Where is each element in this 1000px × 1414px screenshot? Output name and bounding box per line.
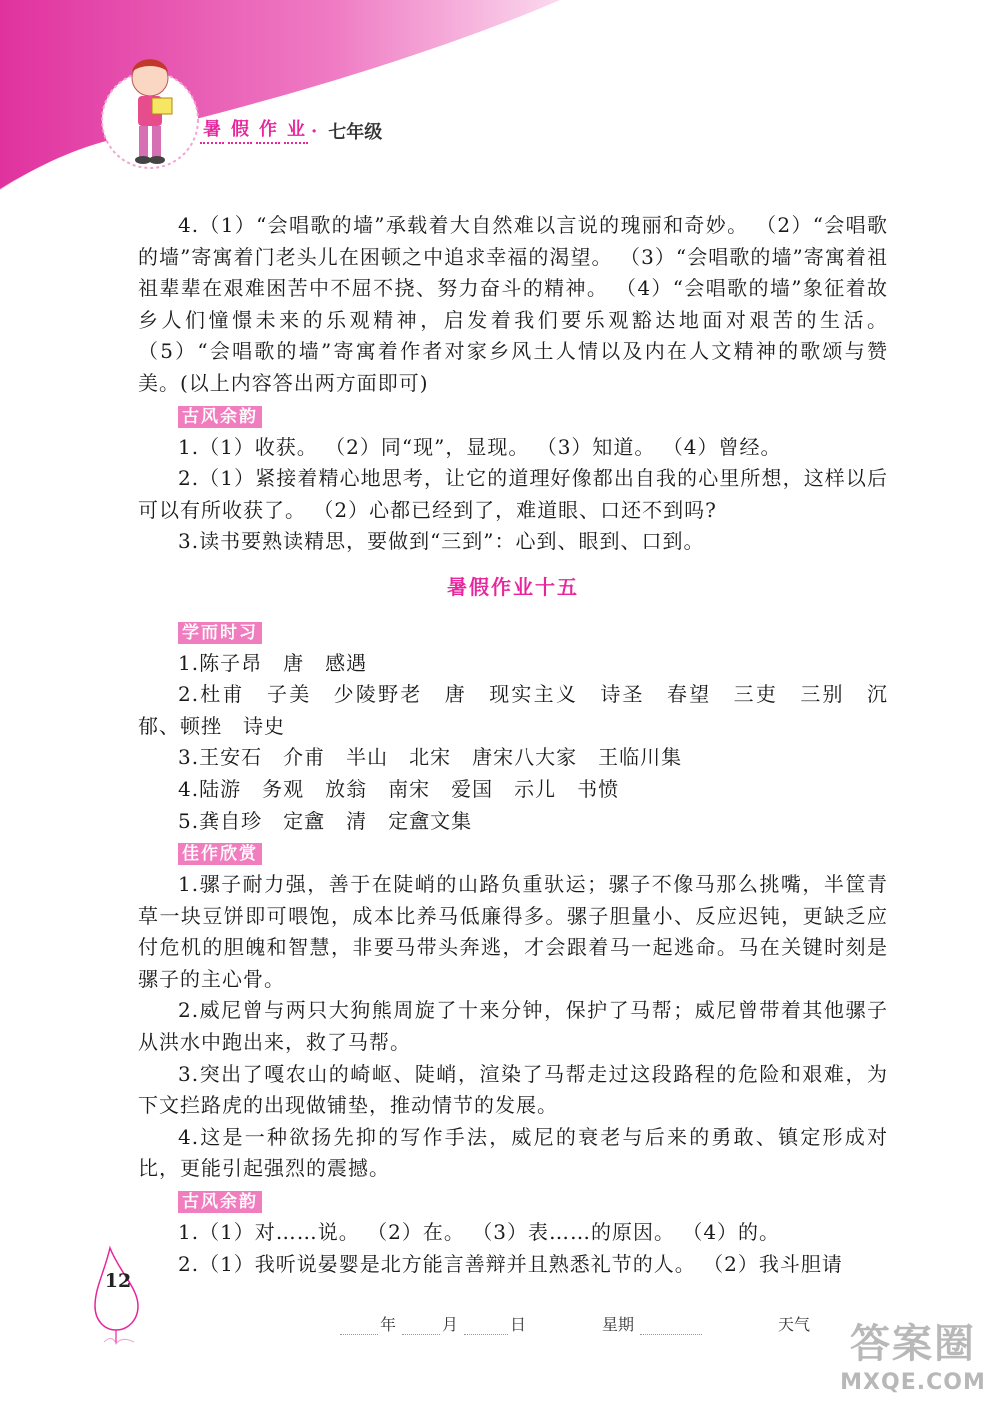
paragraph-jz1: 1.骡子耐力强，善于在陡峭的山路负重驮运；骡子不像马那么挑嘴，半筐青草一块豆饼即可喂饱，成本比养马低廉得多。骡子胆量小、反应迟钝，更缺乏应付危机的胆魄和智慧，非要马带头奔逃，才会跟着马一起逃命。马在关键时刻是骡子的主心骨。 — [138, 872, 888, 991]
watermark-title: 答案圈 — [850, 1321, 976, 1367]
paragraph-xe2: 2.杜甫 子美 少陵野老 唐 现实主义 诗圣 春望 三吏 三别 沉郁、顿挫 诗史 — [138, 682, 888, 738]
paragraph-xe5: 5.龚自珍 定盦 清 定盦文集 — [178, 808, 473, 833]
title-char: 作 — [256, 118, 280, 144]
paragraph-gf1-1: 1.（1）收获。 （2）同“现”，显现。 （3）知道。 （4）曾经。 — [178, 434, 782, 459]
header-title-chars — [200, 118, 308, 144]
title-char: 暑 — [200, 118, 224, 144]
weekday-line — [640, 1334, 702, 1335]
paragraph-xe1: 1.陈子昂 唐 感遇 — [178, 650, 368, 675]
year-label: 年 — [380, 1315, 397, 1334]
section-tag-gufeng: 古风余韵 — [178, 406, 262, 428]
section-tag-jiazuo: 佳作欣赏 — [178, 843, 262, 865]
paragraph-xe3: 3.王安石 介甫 半山 北宋 唐宋八大家 王临川集 — [178, 745, 683, 770]
answer-content — [138, 210, 888, 1280]
header-banner — [0, 0, 1000, 200]
month-line — [402, 1334, 440, 1335]
title-char: 假 — [228, 118, 252, 144]
page-number-drop-icon — [90, 1238, 160, 1348]
paragraph-xe4: 4.陆游 务观 放翁 南宋 爱国 示儿 书愤 — [178, 776, 620, 801]
paragraph-gf2-1: 1.（1）对……说。 （2）在。 （3）表……的原因。 （4）的。 — [178, 1220, 781, 1245]
title-char: 业 — [284, 118, 308, 144]
section-tag-xueer: 学而时习 — [178, 622, 262, 644]
grade-label: 七年级 — [328, 122, 383, 143]
watermark-domain: MXQE.COM — [840, 1370, 986, 1395]
page-number: 12 — [104, 1270, 132, 1292]
paragraph-jz3: 3.突出了嘎农山的崎岖、陡峭，渲染了马帮走过这段路程的危险和艰难，为下文拦路虎的出现做铺垫，推动情节的发展。 — [138, 1061, 888, 1118]
date-weather-footer — [340, 1312, 830, 1336]
title-separator: · — [311, 120, 318, 142]
day-line — [464, 1334, 508, 1335]
paragraph-gf1-2: 2.（1）紧接着精心地思考，让它的道理好像都出自我的心里所想，这样以后可以有所收获了。 （2）心都已经到了，难道眼、口还不到吗? — [138, 466, 888, 522]
paragraph-gf2-2: 2.（1）我听说晏婴是北方能言善辩并且熟悉礼节的人。 （2）我斗胆请 — [178, 1251, 843, 1276]
header-title — [200, 118, 382, 144]
paragraph-q4: 4.（1）“会唱歌的墙”承载着大自然难以言说的瑰丽和奇妙。 （2）“会唱歌的墙”寄寓着门老头儿在困顿之中追求幸福的渴望。 （3）“会唱歌的墙”寄寓着祖祖辈辈在艰难困苦中不屈不挠、努力奋斗的精神。 （4）“会唱歌的墙”象征着故乡人们憧憬未来的乐观精神，启发着我们要乐观豁达地面对艰苦的生活。 （5）“会唱歌的墙”寄寓着作者对家乡风土人情以及内在人文精神的歌颂与赞美。(以上内容答出两方面即可) — [138, 213, 888, 395]
weather-label: 天气 — [778, 1315, 811, 1334]
paragraph-jz4: 4.这是一种欲扬先抑的写作手法，威尼的衰老与后来的勇敢、镇定形成对比，更能引起强烈的震撼。 — [138, 1124, 888, 1181]
section-tag-gufeng-2: 古风余韵 — [178, 1191, 262, 1213]
year-line — [340, 1334, 378, 1335]
section-heading: 暑假作业十五 — [447, 574, 579, 599]
day-label: 日 — [510, 1315, 527, 1334]
watermark-logo — [828, 1318, 998, 1412]
paragraph-jz2: 2.威尼曾与两只大狗熊周旋了十来分钟，保护了马帮；威尼曾带着其他骡子从洪水中跑出来，救了马帮。 — [138, 998, 888, 1055]
paragraph-gf1-3: 3.读书要熟读精思，要做到“三到”：心到、眼到、口到。 — [178, 529, 705, 554]
weekday-label: 星期 — [602, 1315, 635, 1334]
month-label: 月 — [442, 1315, 459, 1334]
